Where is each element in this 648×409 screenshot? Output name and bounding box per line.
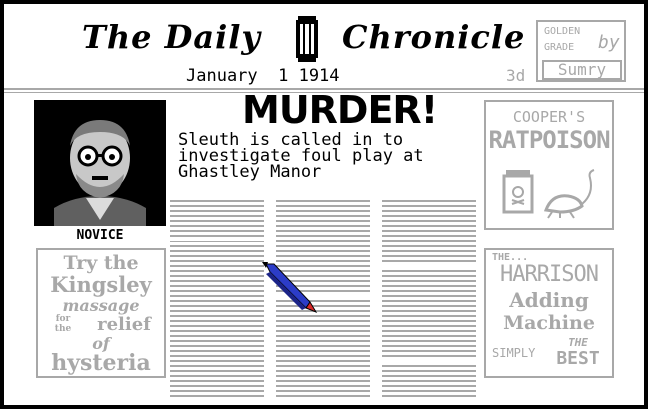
detective-portrait <box>34 100 166 226</box>
ad-kingsley-line4: for <box>55 314 71 324</box>
ad-cooper-line1: COOPER'S <box>512 108 586 126</box>
newspaper-page <box>4 4 644 405</box>
poison-jar-and-rat-icon <box>500 166 600 222</box>
ad-kingsley-massage <box>36 248 166 378</box>
ad-kingsley-line3: massage <box>62 296 140 315</box>
story-subhead: Sleuth is called in to investigate foul play at Ghastley Manor <box>178 130 424 182</box>
ad-cooper-ratpoison <box>484 100 614 230</box>
lantern-emblem-icon <box>294 16 320 62</box>
ad-kingsley-line7: of <box>92 334 110 353</box>
ad-cooper-line2: RATPOISON <box>488 126 610 154</box>
issue-price: 3d <box>506 66 526 85</box>
issue-date: January 1 1914 <box>186 66 340 86</box>
ad-harrison-line7: BEST <box>556 348 600 369</box>
pen-cursor-icon[interactable] <box>260 260 320 316</box>
ad-kingsley-line2: Kingsley <box>50 272 152 297</box>
story-headline: MURDER! <box>242 88 438 132</box>
paragraph-break <box>170 238 264 241</box>
ad-kingsley-line1: Try the <box>63 252 139 274</box>
article-column-1 <box>170 200 264 400</box>
ad-golden-brand: Sumry <box>542 60 622 80</box>
ad-golden-grade <box>536 20 626 82</box>
ad-harrison-line2: HARRISON <box>500 262 598 287</box>
paragraph-break <box>170 342 264 345</box>
ad-harrison-line5: SIMPLY <box>492 346 536 360</box>
ad-kingsley-line8: hysteria <box>51 350 151 376</box>
detective-rank: NOVICE <box>76 228 124 243</box>
ad-harrison-line3: Adding <box>509 288 589 312</box>
masthead-title-left: The Daily <box>82 18 261 56</box>
paragraph-break <box>382 360 476 363</box>
article-column-3 <box>382 200 476 400</box>
masthead-title-right: Chronicle <box>342 18 526 56</box>
ad-golden-by: by <box>598 32 620 53</box>
paragraph-break <box>382 264 476 267</box>
ad-harrison-line6: THE <box>568 336 588 349</box>
ad-golden-line2: GRADE <box>544 42 575 53</box>
ad-harrison-line4: Machine <box>503 312 595 334</box>
ad-kingsley-line6: relief <box>97 314 151 335</box>
ad-harrison-adding-machine <box>484 248 614 378</box>
ad-golden-line1: GOLDEN <box>544 26 581 37</box>
ad-harrison-line1: THE... <box>492 252 529 263</box>
ad-kingsley-line5: the <box>54 324 72 334</box>
